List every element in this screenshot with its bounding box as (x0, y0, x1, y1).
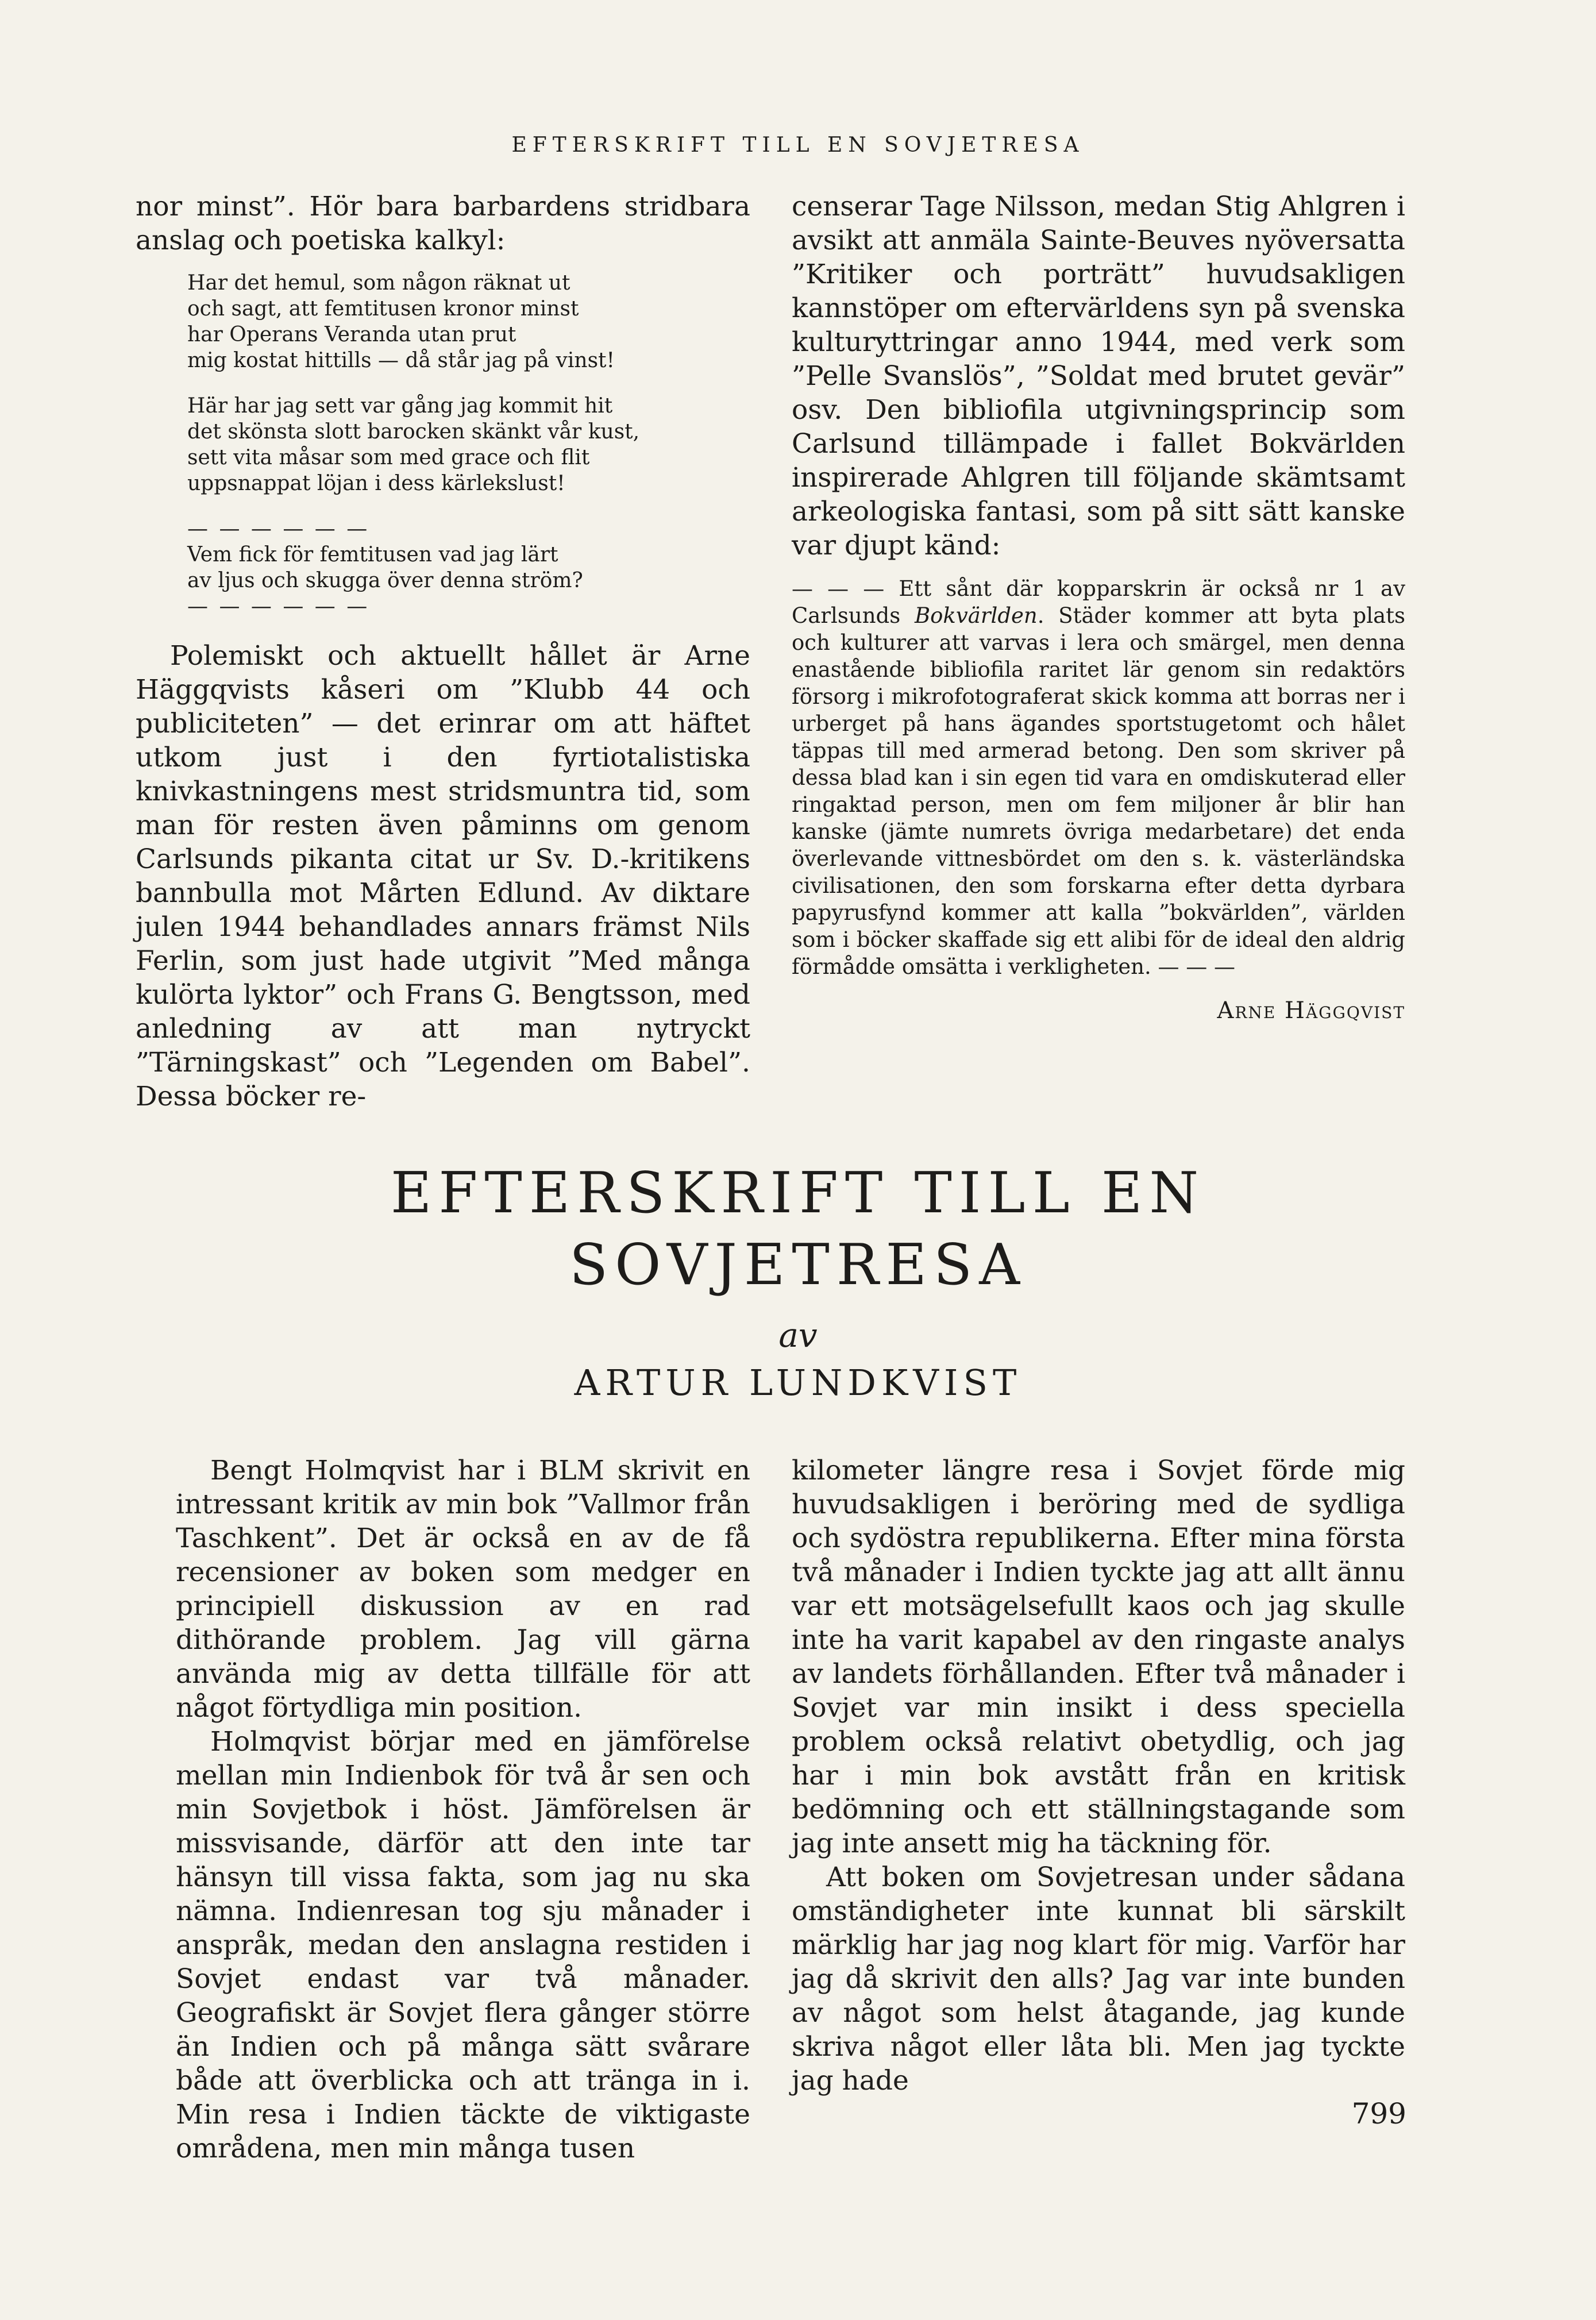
body-paragraph: Bengt Holmqvist har i BLM skrivit en intressant kritik av min bok ”Vallmor från Taschkent”. Det är också en av de få recensioner av boken som medger en principiell diskussion av en rad dithörande problem. Jag vill gärna använda mig av detta tillfälle för att något förtydliga min position. (176, 1455, 750, 1724)
poem-dash-line: — — — — — — (187, 595, 370, 618)
poem-line: och sagt, att femtitusen kronor minst (187, 297, 579, 321)
quote-italic-title: Bokvärlden (914, 603, 1038, 628)
bottom-right-column (792, 1454, 1405, 2098)
body-paragraph: Att boken om Sovjetresan under sådana omständigheter inte kunnat bli särskilt märklig har jag nog klart för mig. Varför har jag då skrivit den alls? Jag var inte bunden av något som helst åtagande, jag kunde skriva något eller låta bli. Men jag tyckte jag hade (792, 1862, 1405, 2097)
poem-stanza (187, 393, 750, 496)
block-quote (792, 575, 1405, 980)
signature: Arne Häggqvist (1217, 997, 1405, 1024)
poem-line: Här har jag sett var gång jag kommit hit (187, 394, 613, 418)
body-paragraph: censerar Tage Nilsson, medan Stig Ahlgren i avsikt att anmäla Sainte-Beuves nyöversatta ”Kritiker och porträtt” huvudsakligen kannstöper om eftervärldens syn på svenska kulturyttringar anno 1944, med verk som ”Pelle Svanslös”, ”Soldat med brutet gevär” osv. Den bibliofila utgivningsprincip som Carlsund tillämpade i fallet Bokvärlden inspirerade Ahlgren till följande skämtsamt arkeologiska fantasi, som på sitt sätt kanske var djupt känd: (792, 191, 1405, 561)
article-title-line-2: SOVJETRESA (569, 1232, 1027, 1298)
poem-line: av ljus och skugga över denna ström? (187, 569, 583, 592)
bottom-left-column (176, 1454, 750, 2165)
top-right-column (792, 190, 1405, 1028)
poem-line: det skönsta slott barocken skänkt vår kust, (187, 420, 640, 444)
opening-text: nor minst”. Hör bara barbardens stridbara anslag och poetiska kalkyl: (136, 191, 750, 256)
byline-av: av (778, 1316, 818, 1355)
page-number: 799 (1351, 2097, 1406, 2130)
poem-line: mig kostat hittills — då står jag på vinst! (187, 349, 615, 372)
top-left-column (136, 190, 750, 1113)
quote-text: — — — Ett sånt där kopparskrin är också nr 1 av Carlsunds (792, 576, 1405, 628)
article-author: ARTUR LUNDKVIST (574, 1362, 1022, 1404)
running-head: EFTERSKRIFT TILL EN SOVJETRESA (511, 133, 1085, 157)
poem-stanza (187, 270, 750, 373)
poem-line: Har det hemul, som någon räknat ut (187, 271, 570, 295)
poem-dash-line: — — — — — — (187, 517, 370, 541)
body-paragraph: Holmqvist börjar med en jämförelse mellan min Indienbok för två år sen och min Sovjetbok i höst. Jämförelsen är missvisande, därför att den inte tar hänsyn till vissa fakta, som jag nu ska nämna. Indienresan tog sju månader i anspråk, medan den anslagna restiden i Sovjet endast var två månader. Geografiskt är Sovjet flera gånger större än Indien och på många sätt svårare både att överblicka och att tränga in i. Min resa i Indien täckte de viktigaste områdena, men min många tusen (176, 1726, 750, 2164)
article-title-line-1: EFTERSKRIFT TILL EN (390, 1161, 1206, 1226)
poem-line: sett vita måsar som med grace och flit (187, 446, 590, 469)
quote-text: . Städer kommer att byta plats och kulturer att varvas i lera och smärgel, men denna enastående bibliofila raritet lär genom sin redaktörs försorg i mikrofotograferat skick komma att borras ner i urberget på hans ägandes sportstugetomt och hålet täppas till med armerad betong. Den som skriver på dessa blad kan i sin egen tid vara en omdiskuterad eller ringaktad person, men om fem miljoner år blir han kanske (jämte numrets övriga medarbetare) det enda överlevande vittnesbördet om den s. k. västerländska civilisationen, den som forskarna efter detta dyrbara papyrusfynd kommer att kalla ”bokvärlden”, världen som i böcker skaffade sig ett alibi för de ideal den aldrig förmådde omsätta i verkligheten. — — — (792, 603, 1405, 979)
poem-line: har Operans Veranda utan prut (187, 323, 516, 346)
body-paragraph: kilometer längre resa i Sovjet förde mig huvudsakligen i beröring med de sydliga och sydöstra republikerna. Efter mina första två månader i Indien tyckte jag att allt ännu var ett motsägelsefullt kaos och jag skulle inte ha varit kapabel av den ringaste analys av landets förhållanden. Efter två månader i Sovjet var min insikt i dess speciella problem också relativt obetydlig, och jag har i min bok avstått från en kritisk bedömning och ett ställningstagande som jag inte ansett mig ha täckning för. (792, 1455, 1405, 1859)
poem (187, 270, 750, 619)
poem-stanza (187, 516, 750, 619)
body-paragraph: Polemiskt och aktuellt hållet är Arne Häggqvists kåseri om ”Klubb 44 och publiciteten” — det erinrar om att häftet utkom just i den fyrtiotalistiska knivkastningens mest stridsmuntra tid, som man för resten även påminns om genom Carlsunds pikanta citat ur Sv. D.-kritikens bannbulla mot Mårten Edlund. Av diktare julen 1944 behandlades annars främst Nils Ferlin, som just hade utgivit ”Med många kulörta lyktor” och Frans G. Bengtsson, med anledning av att man nytryckt ”Tärningskast” och ”Legenden om Babel”. Dessa böcker re- (136, 640, 750, 1112)
poem-line: uppsnappat löjan i dess kärlekslust! (187, 472, 565, 495)
poem-line: Vem fick för femtitusen vad jag lärt (187, 543, 558, 566)
